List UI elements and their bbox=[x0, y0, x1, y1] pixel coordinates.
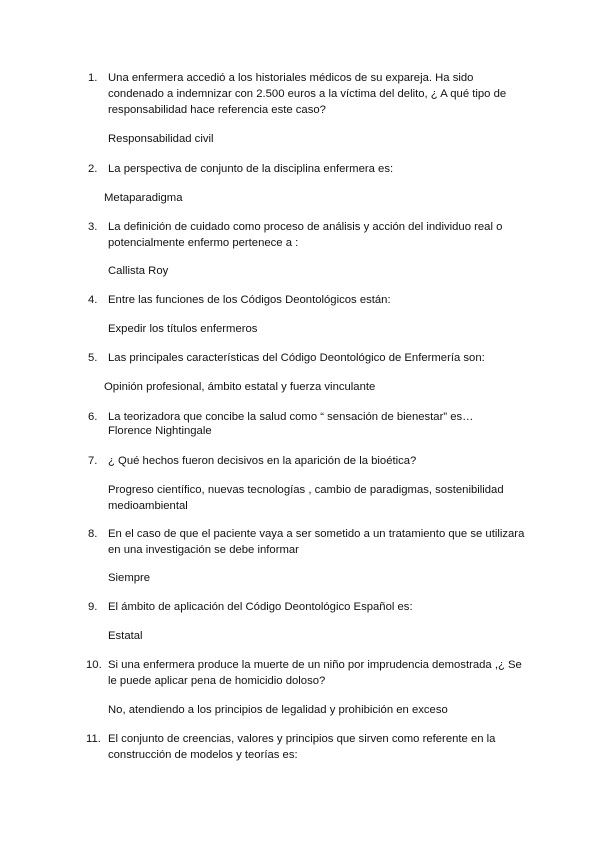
question-number: 9. bbox=[88, 601, 98, 613]
question-number: 6. bbox=[88, 411, 98, 423]
question-5 bbox=[88, 350, 528, 366]
question-number: 4. bbox=[88, 294, 98, 306]
question-number: 1. bbox=[88, 72, 98, 84]
question-3 bbox=[88, 219, 528, 251]
answer-1: Responsabilidad civil bbox=[108, 133, 214, 145]
question-text: Las principales características del Código Deontológico de Enfermería son: bbox=[108, 352, 485, 364]
question-10 bbox=[88, 657, 528, 689]
answer-3: Callista Roy bbox=[108, 265, 169, 277]
answer-5: Opinión profesional, ámbito estatal y fuerza vinculante bbox=[104, 381, 376, 393]
answer-8: Siempre bbox=[108, 572, 151, 584]
question-11 bbox=[88, 731, 528, 763]
question-text: Una enfermera accedió a los historiales médicos de su expareja. Ha sido condenado a indemnizar con 2.500 euros a la víctima del delito, ¿ A qué tipo de responsabilidad hace referencia este caso? bbox=[108, 72, 507, 116]
question-2 bbox=[88, 161, 528, 177]
question-number: 11. bbox=[86, 733, 101, 745]
question-number: 7. bbox=[88, 455, 98, 467]
question-text: El ámbito de aplicación del Código Deontológico Español es: bbox=[108, 601, 413, 613]
answer-10: No, atendiendo a los principios de legalidad y prohibición en exceso bbox=[108, 704, 448, 716]
question-number: 5. bbox=[88, 352, 98, 364]
answer-6: Florence Nightingale bbox=[108, 425, 212, 437]
question-number: 10. bbox=[86, 659, 102, 671]
question-text: Entre las funciones de los Códigos Deontológicos están: bbox=[108, 294, 391, 306]
question-text: La perspectiva de conjunto de la disciplina enfermera es: bbox=[108, 163, 394, 175]
question-text: ¿ Qué hechos fueron decisivos en la aparición de la bioética? bbox=[108, 455, 417, 467]
answer-2: Metaparadigma bbox=[104, 192, 183, 204]
question-number: 3. bbox=[88, 221, 98, 233]
question-text: Si una enfermera produce la muerte de un niño por imprudencia demostrada ,¿ Se le puede aplicar pena de homicidio doloso? bbox=[108, 659, 522, 687]
answer-9: Estatal bbox=[108, 630, 143, 642]
question-text: El conjunto de creencias, valores y principios que sirven como referente en la construcción de modelos y teorías es: bbox=[108, 733, 496, 761]
question-8 bbox=[88, 526, 528, 558]
question-1 bbox=[88, 70, 528, 118]
question-number: 8. bbox=[88, 528, 98, 540]
question-text: La definición de cuidado como proceso de análisis y acción del individuo real o potencialmente enfermo pertenece a : bbox=[108, 221, 503, 249]
question-text: En el caso de que el paciente vaya a ser sometido a un tratamiento que se utilizara en una investigación se debe informar bbox=[108, 528, 525, 556]
question-4 bbox=[88, 292, 528, 308]
question-number: 2. bbox=[88, 163, 98, 175]
answer-4: Expedir los títulos enfermeros bbox=[108, 323, 258, 335]
question-7 bbox=[88, 453, 528, 469]
question-text: La teorizadora que concibe la salud como “ sensación de bienestar” es… bbox=[108, 411, 474, 423]
answer-7: Progreso científico, nuevas tecnologías , cambio de paradigmas, sostenibilidad medioambiental bbox=[108, 484, 504, 512]
question-9 bbox=[88, 599, 528, 615]
